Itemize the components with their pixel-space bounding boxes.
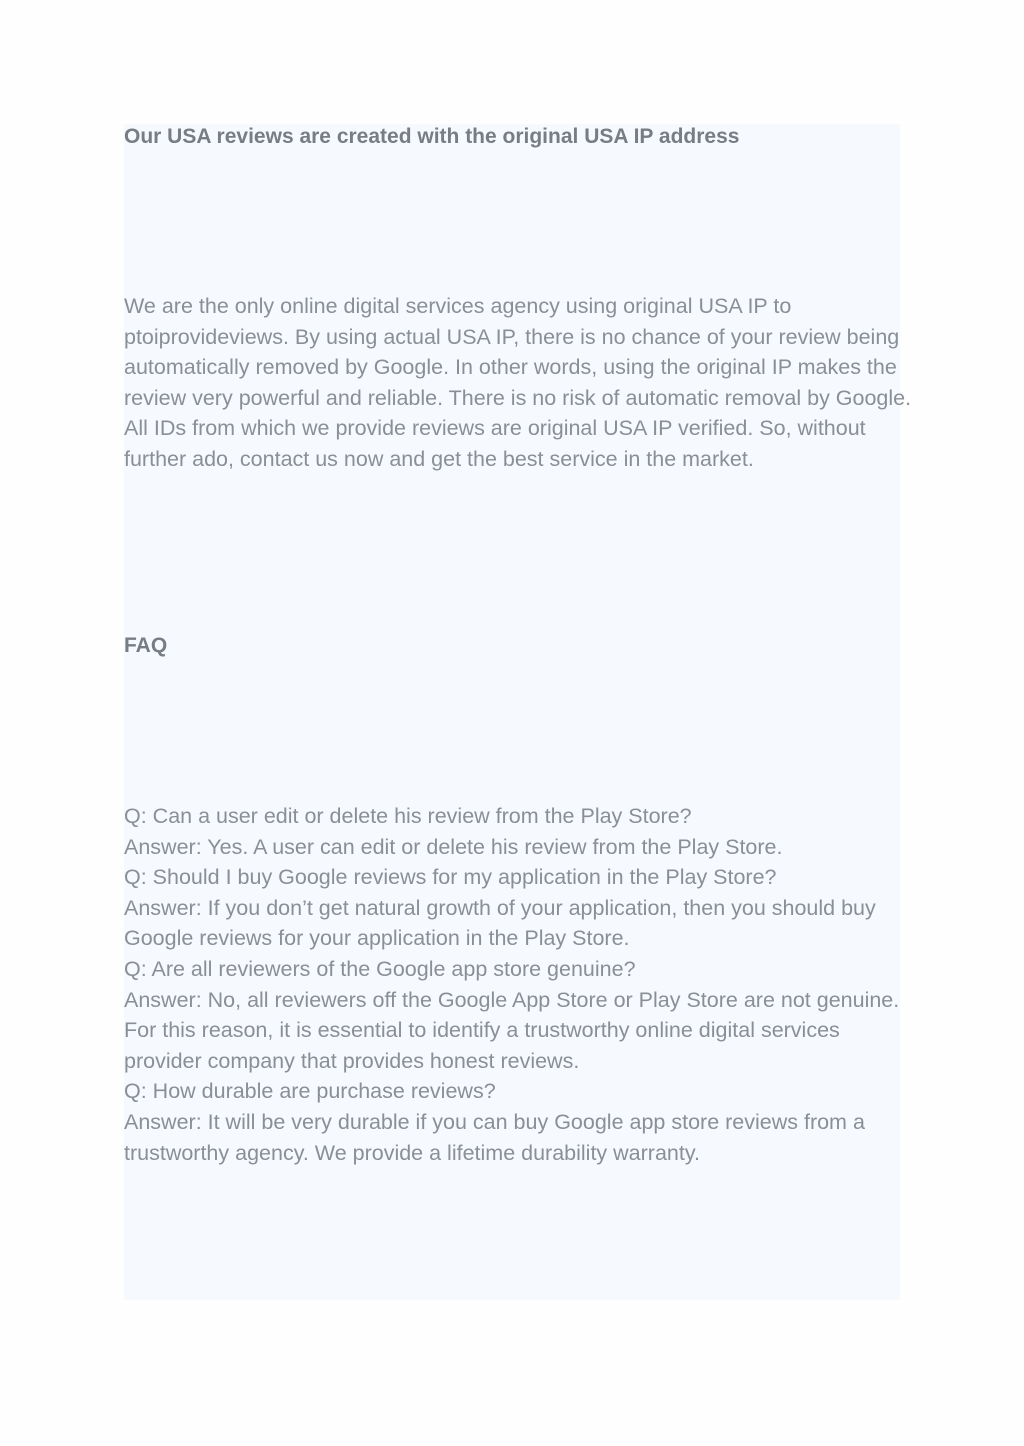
faq-list <box>124 801 914 1168</box>
faq-answer-3: Answer: No, all reviewers off the Google App Store or Play Store are not genuine. For this reason, it is essential to identify a trustworthy online digital services provider company that provides honest reviews. <box>124 987 900 1073</box>
faq-answer-1: Answer: Yes. A user can edit or delete his review from the Play Store. <box>124 834 783 859</box>
paragraph-usa-ip: We are the only online digital services agency using original USA IP to ptoiprovideviews. By using actual USA IP, there is no chance of your review being automatically removed by Google. In other words, using the original IP makes the review very powerful and reliable. There is no risk of automatic removal by Google. All IDs from which we provide reviews are original USA IP verified. So, without further ado, contact us now and get the best service in the market. <box>124 294 912 471</box>
faq-question-4: Q: How durable are purchase reviews? <box>124 1079 496 1104</box>
faq-question-2: Q: Should I buy Google reviews for my application in the Play Store? <box>124 865 777 890</box>
section-heading-faq: FAQ <box>124 634 168 657</box>
faq-answer-4: Answer: It will be very durable if you can buy Google app store reviews from a trustworthy agency. We provide a lifetime durability warranty. <box>124 1109 865 1165</box>
faq-answer-2: Answer: If you don’t get natural growth of your application, then you should buy Google reviews for your application in the Play Store. <box>124 895 876 951</box>
faq-question-1: Q: Can a user edit or delete his review from the Play Store? <box>124 804 692 828</box>
section-heading-usa-ip: Our USA reviews are created with the original USA IP address <box>124 125 740 148</box>
faq-question-3: Q: Are all reviewers of the Google app store genuine? <box>124 956 636 981</box>
